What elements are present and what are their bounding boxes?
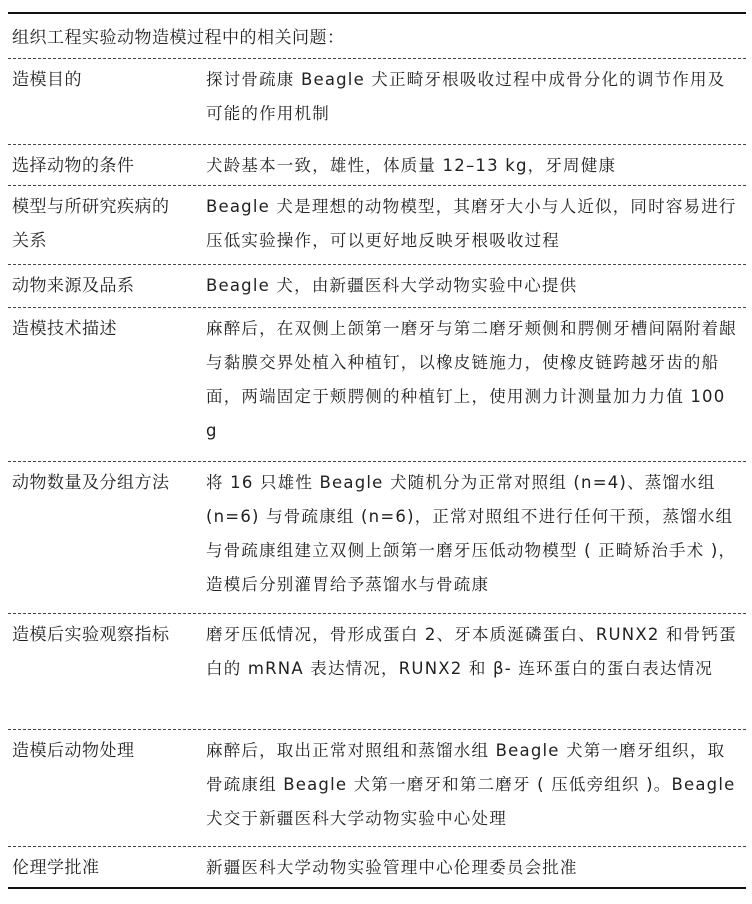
table-top-rule: [8, 12, 746, 14]
table-bottom-rule: [8, 887, 746, 889]
row-value: 犬龄基本一致，雄性，体质量 12–13 kg，牙周健康: [206, 156, 617, 175]
row-label: 模型与所研究疾病的关系: [12, 197, 170, 251]
row-value: 磨牙压低情况，骨形成蛋白 2、牙本质涎磷蛋白、RUNX2 和骨钙蛋白的 mRNA 表达情况，RUNX2 和 β- 连环蛋白的蛋白表达情况: [206, 625, 737, 678]
row-label: 造模后动物处理: [12, 741, 135, 761]
table-row: [8, 58, 746, 145]
table-title: 组织工程实验动物造模过程中的相关问题：: [12, 28, 345, 48]
table-row: [8, 613, 746, 729]
table-row: [8, 307, 746, 461]
row-label: 选择动物的条件: [12, 156, 135, 176]
row-label: 造模目的: [12, 70, 82, 90]
table-row: [8, 461, 746, 613]
table-row: [8, 729, 746, 846]
table-row: [8, 264, 746, 307]
row-value: 探讨骨疏康 Beagle 犬正畸牙根吸收过程中成骨分化的调节作用及可能的作用机制: [206, 70, 726, 123]
row-value: 新疆医科大学动物实验管理中心伦理委员会批准: [206, 858, 578, 877]
row-label: 造模后实验观察指标: [12, 625, 170, 645]
row-label: 造模技术描述: [12, 319, 117, 339]
row-value: 将 16 只雄性 Beagle 犬随机分为正常对照组 (n=4)、蒸馏水组 (n=6) 与骨疏康组 (n=6)，正常对照组不进行任何干预，蒸馏水组与骨疏康组建立双侧上颌第一磨牙压低动物模型 ( 正畸矫治手术 )，造模后分别灌胃给予蒸馏水与骨疏康: [206, 473, 737, 594]
table-row: [8, 144, 746, 184]
table-row: [8, 185, 746, 263]
row-value: 麻醉后，在双侧上颌第一磨牙与第二磨牙颊侧和腭侧牙槽间隔附着龈与黏膜交界处植入种植钉，以橡皮链施力，使橡皮链跨越牙齿的船面，两端固定于颊腭侧的种植钉上，使用测力计测量加力力值 100 g: [206, 319, 737, 440]
row-label: 动物来源及品系: [12, 276, 135, 296]
row-value: Beagle 犬，由新疆医科大学动物实验中心提供: [206, 276, 578, 295]
row-value: 麻醉后，取出正常对照组和蒸馏水组 Beagle 犬第一磨牙组织，取骨疏康组 Beagle 犬第一磨牙和第二磨牙 ( 压低旁组织 )。Beagle 犬交于新疆医科大学动物实验中心处理: [206, 741, 736, 828]
row-label: 动物数量及分组方法: [12, 473, 170, 493]
row-value: Beagle 犬是理想的动物模型，其磨牙大小与人近似，同时容易进行压低实验操作，可以更好地反映牙根吸收过程: [206, 197, 737, 250]
table-row: [8, 846, 746, 888]
row-label: 伦理学批准: [12, 858, 100, 878]
